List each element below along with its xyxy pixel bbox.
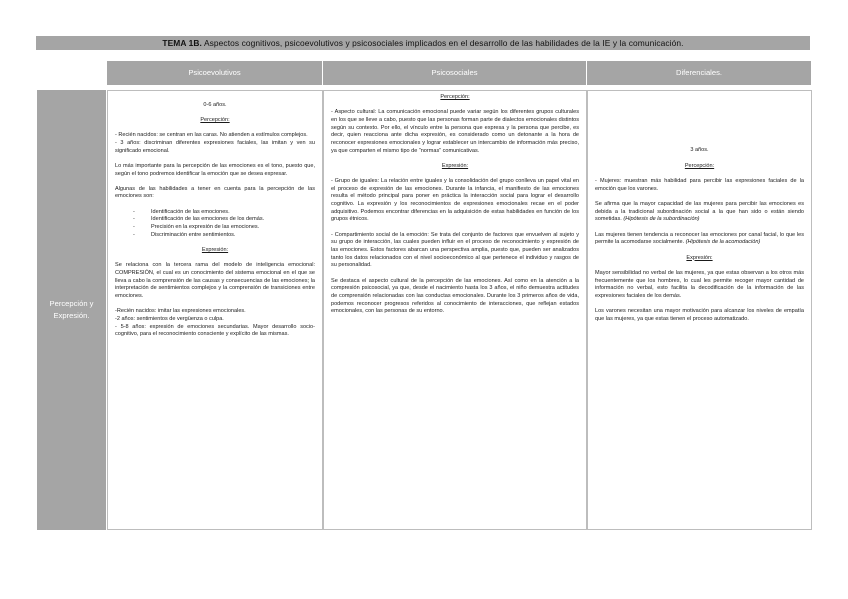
percepcion-heading: Percepción: — [684, 162, 715, 169]
list-item: - Identificación de las emociones de los demás. — [151, 216, 315, 224]
expresion-heading: Expresión: — [441, 162, 469, 169]
age-heading: 3 años. — [690, 147, 709, 154]
paragraph: Lo más importante para la percepción de las emociones es el tono, puesto que, según el tono podremos identificar la emoción que se desea expresar. — [115, 162, 315, 177]
header-psicoevolutivos: Psicoevolutivos — [107, 61, 322, 85]
paragraph: - Aspecto cultural: La comunicación emocional puede variar según los diferentes grupos culturales en los que se lleve a cabo, puesto que las personas forman parte de dialectos emocionales distintos según su contexto. Por ello, el vínculo entre la persona que expresa y la persona que percibe, es decir, quien reacciona ante dicha expresión, es considerado como un detonante a la hora de reconocer expresiones emocionales y lograr establecer un intercambio de información más preciso, ya que comparten el mismo tipo de “normas” comunicativas. — [331, 109, 579, 154]
expresion-heading: Expresión: — [201, 247, 229, 254]
paragraph — [595, 201, 804, 224]
cell-diferenciales — [587, 90, 812, 530]
paragraph-text: Las mujeres tienen tendencia a reconocer las emociones por canal facial, lo que les permite la acomodarse socialmente. — [595, 231, 804, 246]
expresion-heading: Expresión: — [686, 254, 713, 261]
cell-psicosociales — [323, 90, 587, 530]
hypothesis-note: (Hipótesis de la acomodación) — [685, 239, 761, 246]
percepcion-heading: Percepción: — [200, 116, 230, 123]
paragraph: - Mujeres: muestran más habilidad para percibir las expresiones faciales de la emoción que los varones. — [595, 178, 804, 192]
skills-list — [115, 209, 315, 240]
paragraph — [595, 232, 804, 247]
age-heading: 0-6 años. — [203, 101, 227, 108]
paragraph: -Recién nacidos: imitar las expresiones emocionales. — [115, 308, 246, 315]
paragraph: - 3 años: discriminan diferentes expresiones faciales, las imitan y ven su significado emocional. — [115, 139, 315, 154]
percepcion-heading: Percepción: — [440, 94, 470, 100]
paragraph: Los varones necesitan una mayor motivación para alcanzar los niveles de empatía que las mujeres, ya que estas tienen el proceso automatizado. — [595, 308, 804, 322]
title-prefix: TEMA 1B. — [162, 38, 202, 48]
header-diferenciales: Diferenciales. — [587, 61, 811, 85]
list-item: - Identificación de las emociones. — [151, 209, 315, 217]
paragraph: Algunas de las habilidades a tener en cuenta para la percepción de las emociones son: — [115, 185, 315, 200]
row-label — [37, 90, 106, 530]
cell-psicoevolutivos — [107, 90, 323, 530]
list-item: - Discriminación entre sentimientos. — [151, 232, 315, 240]
row-label-text: Percepción y Expresión. — [49, 299, 94, 320]
paragraph: - 5-8 años: expresión de emociones secundarias. Mayor desarrollo socio-cognitivo, para el reconocimiento consciente y explícito de las mismas. — [115, 323, 315, 338]
paragraph: Se relaciona con la tercera rama del modelo de inteligencia emocional: COMPRESIÓN, el cual es un conocimiento del sistema emocional en el que se lleva a cabo la comprensión de las causas y consecuencias de las emociones; la interpretación de sentimientos complejos y la comprensión de transiciones entre emociones. — [115, 262, 315, 299]
paragraph: - Grupo de iguales: La relación entre iguales y la consolidación del grupo conlleva un papel vital en el proceso de expresión de las emociones. Durante la infancia, el manifiesto de las emociones resulta el método principal para poner en práctica la interacción social para lograr el desarrollo cognitivo. La expresión y los reconocimientos de expresiones emocionales recae en el poder adquisitivo. Podemos encontrar diferencias en la adquisición de estas habilidades en función de los grupos étnicos. — [331, 178, 579, 223]
hypothesis-note: (Hipótesis de la subordinación) — [623, 216, 700, 223]
paragraph: - Recién nacidos: se centran en las caras. No atienden a estímulos complejos. — [115, 132, 308, 139]
title-text: Aspectos cognitivos, psicoevolutivos y psicosociales implicados en el desarrollo de las habilidades de la IE y la comunicación. — [201, 38, 684, 48]
paragraph: Se destaca el aspecto cultural de la percepción de las emociones. Así como en la atención a la compresión psicosocial, ya que, desde el nacimiento hasta los 3 años, el niño demuestra actitudes de comprensión relacionadas con las conductas emocionales. Durante los 3 primeros años de vida, podemos reconocer progresos referidos al conocimiento de interacciones, que reflejan estados emocionales, con las personas de su entorno. — [331, 277, 579, 315]
paragraph-text: Se afirma que la mayor capacidad de las mujeres para percibir las emociones es debida a la tradicional subordinación social a la que han sido o están siendo sometidas. — [595, 201, 804, 223]
paragraph: -2 años: sentimientos de vergüenza o culpa. — [115, 315, 224, 322]
paragraph: - Compartimiento social de la emoción: Se trata del conjunto de factores que envuelven al sujeto y su grupo de interacción, las cuales pueden influir en el proceso de reconocimiento y expresión de las emociones. Estos factores abarcan una perspectiva amplia, puesto que, pueden ser analizados tanto los datos relacionados con el nivel socioeconómico al que pertenece el individuo y rasgos de su personalidad. — [331, 231, 579, 269]
document-title — [36, 36, 810, 50]
header-psicosociales: Psicosociales — [323, 61, 586, 85]
paragraph: Mayor sensibilidad no verbal de las mujeres, ya que estas observan a los otros más frecuentemente que los hombres, lo cual les permite recoger mayor cantidad de información no verbal, esto facilita la decodificación de la información de las expresiones faciales de los demás. — [595, 269, 804, 299]
list-item: - Precisión en la expresión de las emociones. — [151, 224, 315, 232]
